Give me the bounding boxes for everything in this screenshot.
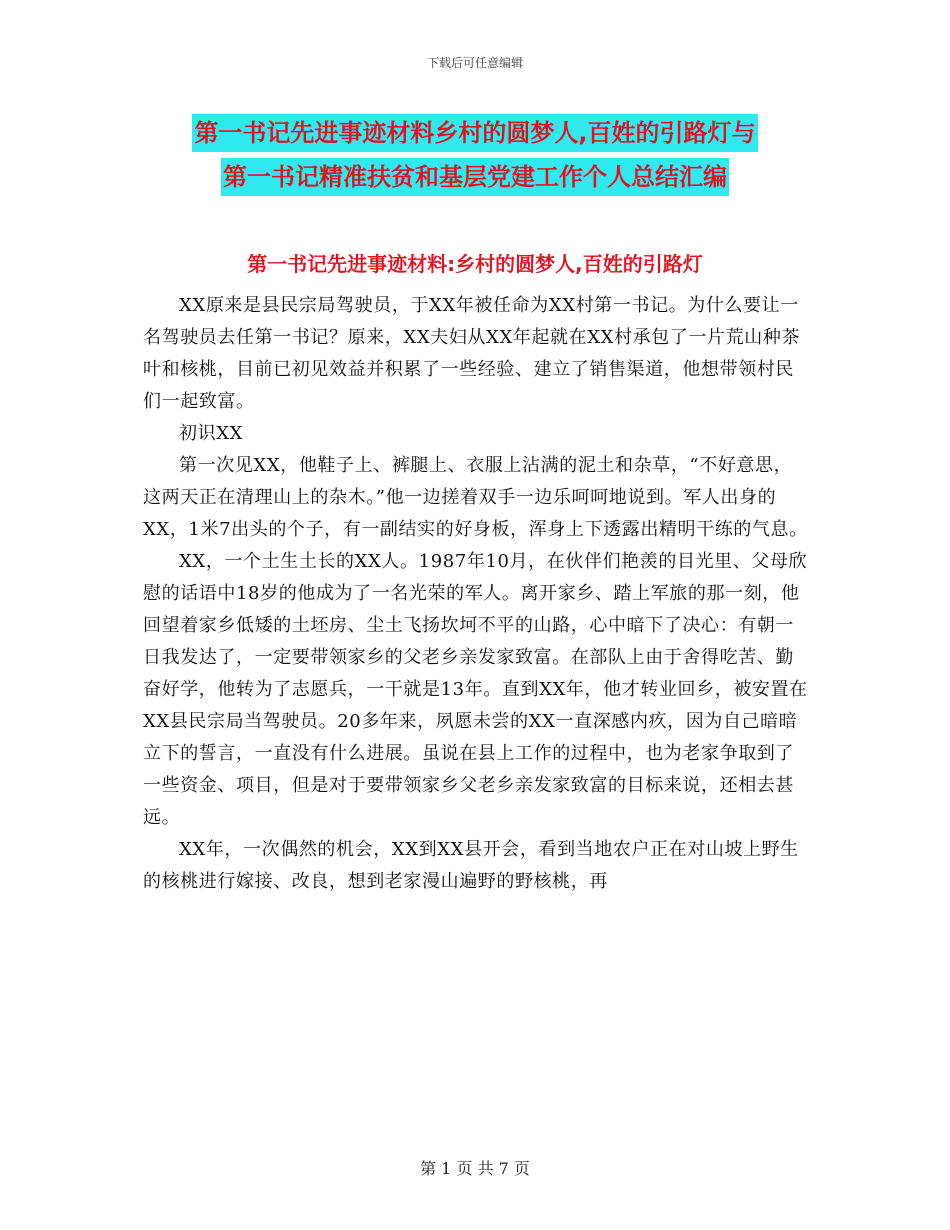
body-subheading: 初识XX [179, 423, 244, 444]
section-heading: 第一书记先进事迹材料:乡村的圆梦人,百姓的引路灯 [247, 252, 703, 276]
document-title-line-2: 第一书记精准扶贫和基层党建工作个人总结汇编 [221, 158, 729, 196]
body-paragraph-2: 第一次见XX，他鞋子上、裤腿上、衣服上沾满的泥土和杂草，“不好意思，这两天正在清理山上的杂木。”他一边搓着双手一边乐呵呵地说到。军人出身的XX，1米7出头的个子，有一副结实的好身板，浑身上下透露出精明干练的气息。 [143, 455, 808, 540]
page-footer-number: 第 1 页 共 7 页 [420, 1159, 530, 1178]
document-body [143, 290, 808, 898]
body-paragraph-4: XX年，一次偶然的机会，XX到XX县开会，看到当地农户正在对山坡上野生的核桃进行嫁接、改良，想到老家漫山遍野的野核桃，再 [143, 839, 799, 892]
page-header-note: 下载后可任意编辑 [426, 56, 523, 70]
body-paragraph-1: XX原来是县民宗局驾驶员，于XX年被任命为XX村第一书记。为什么要让一名驾驶员去任第一书记？原来，XX夫妇从XX年起就在XX村承包了一片荒山种茶叶和核桃，目前已初见效益并积累了一些经验、建立了销售渠道，他想带领村民们一起致富。 [143, 295, 801, 412]
body-paragraph-3: XX，一个土生土长的XX人。1987年10月，在伙伴们艳羡的目光里、父母欣慰的话语中18岁的他成为了一名光荣的军人。离开家乡、踏上军旅的那一刻，他回望着家乡低矮的土坯房、尘土飞扬坎坷不平的山路，心中暗下了决心：有朝一日我发达了，一定要带领家乡的父老乡亲发家致富。在部队上由于舍得吃苦、勤奋好学，他转为了志愿兵，一干就是13年。直到XX年，他才转业回乡，被安置在XX县民宗局当驾驶员。20多年来，夙愿未尝的XX一直深感内疚，因为自己暗暗立下的誓言，一直没有什么进展。虽说在县上工作的过程中，也为老家争取到了一些资金、项目，但是对于要带领家乡父老乡亲发家致富的目标来说，还相去甚远。 [143, 551, 808, 828]
document-title-line-1: 第一书记先进事迹材料乡村的圆梦人,百姓的引路灯与 [192, 114, 757, 152]
document-title [0, 112, 950, 200]
